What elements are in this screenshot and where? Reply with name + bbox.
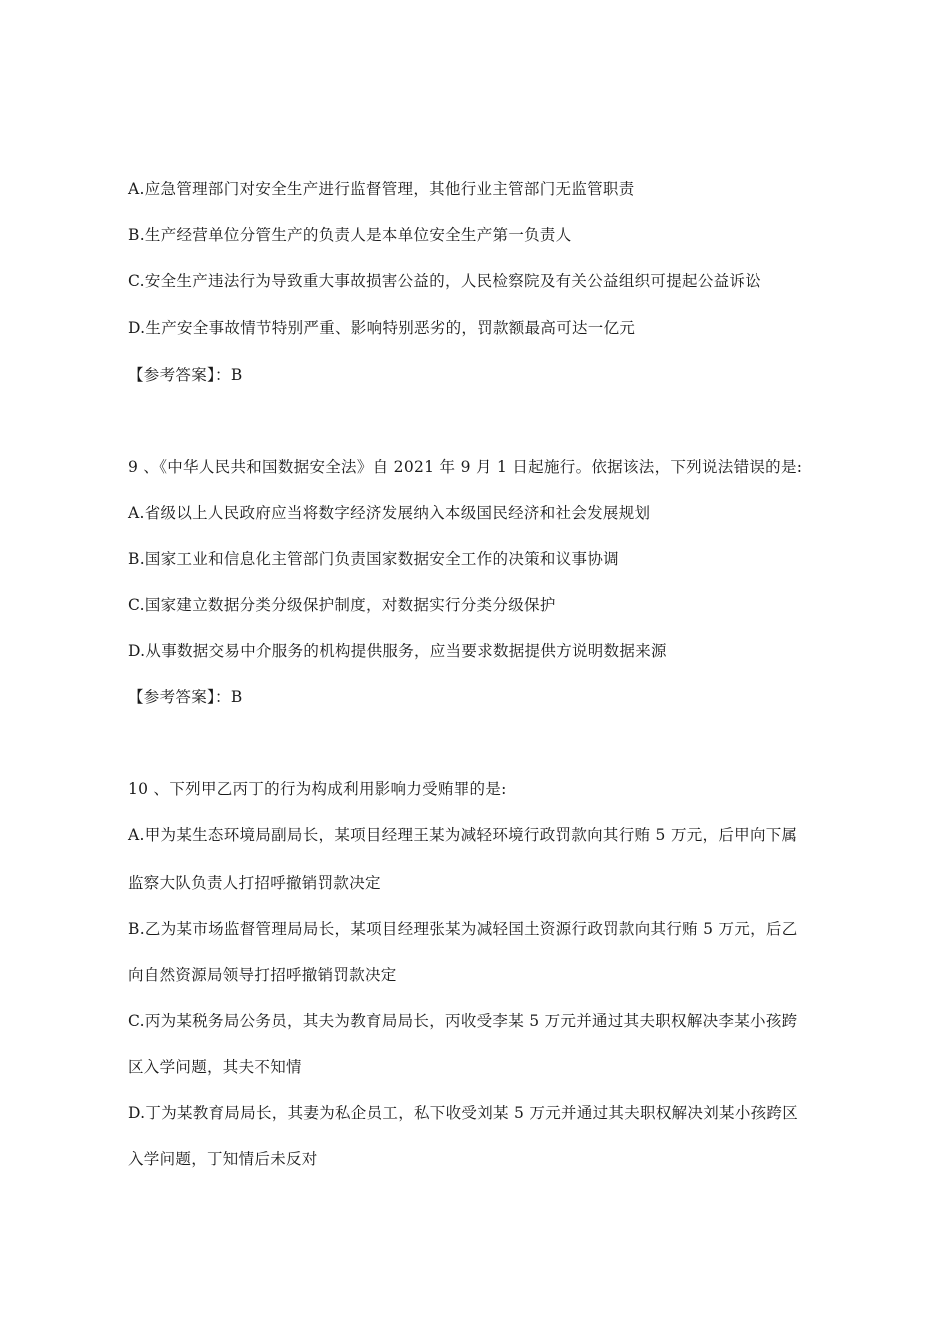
q8-option-c: C.安全生产违法行为导致重大事故损害公益的，人民检察院及有关公益组织可提起公益诉讼 xyxy=(128,272,762,290)
q10-option-d-line2: 入学问题，丁知情后未反对 xyxy=(128,1150,318,1168)
q9-option-a: A.省级以上人民政府应当将数字经济发展纳入本级国民经济和社会发展规划 xyxy=(128,504,651,522)
q10-option-a-line2: 监察大队负责人打招呼撤销罚款决定 xyxy=(128,874,381,892)
q8-option-d: D.生产安全事故情节特别严重、影响特别恶劣的，罚款额最高可达一亿元 xyxy=(128,319,636,337)
q8-option-b: B.生产经营单位分管生产的负责人是本单位安全生产第一负责人 xyxy=(128,226,572,244)
q9-stem: 9 、《中华人民共和国数据安全法》自 2021 年 9 月 1 日起施行。依据该法，下列说法错误的是: xyxy=(128,458,803,476)
q10-option-b-line2: 向自然资源局领导打招呼撤销罚款决定 xyxy=(128,966,397,984)
q10-option-a-line1: A.甲为某生态环境局副局长，某项目经理王某为减轻环境行政罚款向其行贿 5 万元，后甲向下属 xyxy=(128,826,798,844)
q10-option-c-line2: 区入学问题，其夫不知情 xyxy=(128,1058,302,1076)
q9-option-d: D.从事数据交易中介服务的机构提供服务，应当要求数据提供方说明数据来源 xyxy=(128,642,667,660)
q9-answer: 【参考答案】：B xyxy=(128,688,243,706)
q10-option-d-line1: D.丁为某教育局局长，其妻为私企员工，私下收受刘某 5 万元并通过其夫职权解决刘某小孩跨区 xyxy=(128,1104,799,1122)
q8-answer: 【参考答案】：B xyxy=(128,366,243,384)
q9-option-b: B.国家工业和信息化主管部门负责国家数据安全工作的决策和议事协调 xyxy=(128,550,619,568)
q10-option-c-line1: C.丙为某税务局公务员，其夫为教育局局长，丙收受李某 5 万元并通过其夫职权解决李某小孩跨 xyxy=(128,1012,798,1030)
q8-option-a: A.应急管理部门对安全生产进行监督管理，其他行业主管部门无监管职责 xyxy=(128,180,635,198)
q9-option-c: C.国家建立数据分类分级保护制度，对数据实行分类分级保护 xyxy=(128,596,556,614)
q10-stem: 10 、下列甲乙丙丁的行为构成利用影响力受贿罪的是: xyxy=(128,780,507,798)
q10-option-b-line1: B.乙为某市场监督管理局局长，某项目经理张某为减轻国土资源行政罚款向其行贿 5 万元，后乙 xyxy=(128,920,798,938)
